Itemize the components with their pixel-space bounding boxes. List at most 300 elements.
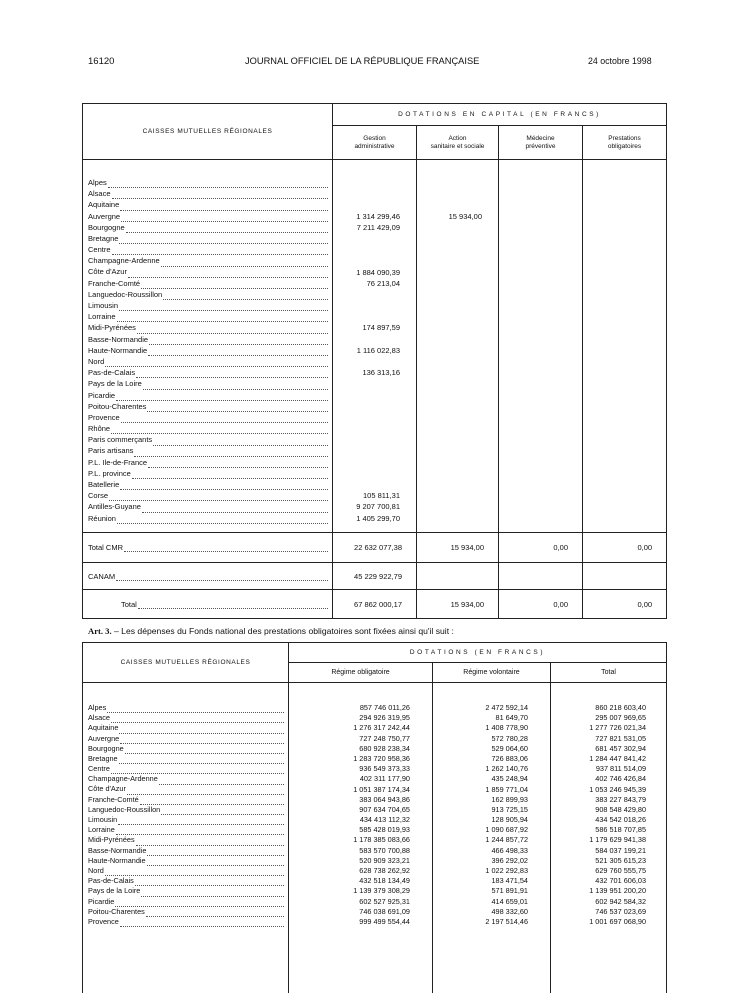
table-cell: 128 905,94	[491, 815, 528, 825]
region-name: Franche-Comté	[88, 794, 139, 804]
table-cell: 1 408 778,90	[485, 723, 528, 733]
region-name: Midi-Pyrénées	[88, 835, 135, 845]
table-cell	[417, 300, 498, 311]
table-row	[83, 805, 288, 815]
dot-leader	[120, 481, 328, 490]
table-row	[83, 267, 332, 278]
region-name: Bourgogne	[88, 743, 124, 753]
table-cell: 726 883,06	[491, 753, 528, 763]
table-cell: 746 537 023,69	[595, 906, 647, 916]
table-cell: 907 634 704,65	[359, 804, 410, 814]
table-row	[83, 457, 332, 468]
table-cell: 1 001 697 068,90	[589, 916, 647, 926]
table-cell: 1 139 379 308,29	[353, 886, 410, 896]
table-cell	[333, 334, 416, 345]
dot-leader	[120, 918, 284, 927]
table-cell: 602 942 584,32	[595, 896, 647, 906]
region-name: Champagne-Ardenne	[88, 774, 158, 784]
table-cell	[417, 367, 498, 378]
table-row	[83, 886, 288, 896]
table1-medecine-values	[499, 160, 583, 533]
table-cell: 727 248 750,77	[359, 733, 410, 743]
table-row	[83, 334, 332, 345]
table-cell	[417, 401, 498, 412]
table-row	[83, 490, 332, 501]
dot-leader	[134, 448, 328, 457]
table-cell: 1 284 447 841,42	[589, 753, 647, 763]
page-header	[0, 56, 731, 72]
region-name: Languedoc-Roussillon	[88, 289, 163, 299]
dot-leader	[146, 908, 284, 917]
dot-leader	[107, 704, 284, 713]
table-cell	[417, 390, 498, 401]
dot-leader	[117, 313, 328, 322]
dot-leader	[161, 806, 284, 815]
table-cell	[333, 457, 416, 468]
table-cell	[417, 423, 498, 434]
table-cell	[417, 188, 498, 199]
table-cell: 521 305 615,23	[595, 855, 647, 865]
col-gestion-header: Gestion administrative	[333, 126, 417, 160]
dot-leader	[136, 369, 328, 378]
table-row	[83, 825, 288, 835]
table-row	[83, 199, 332, 210]
page-number: 16120	[88, 56, 115, 67]
region-name: Nord	[88, 356, 105, 366]
dot-leader	[147, 403, 328, 412]
table-cell: 529 064,60	[491, 743, 528, 753]
region-name: P.L. province	[88, 468, 131, 478]
table-cell: 584 037 199,21	[595, 845, 647, 855]
table-row	[83, 754, 288, 764]
journal-title: JOURNAL OFFICIEL DE LA RÉPUBLIQUE FRANÇAISE	[245, 56, 480, 66]
table1-group-header: DOTATIONS EN CAPITAL (EN FRANCS)	[333, 104, 667, 126]
table-cell	[333, 311, 416, 322]
table-row	[83, 434, 332, 445]
region-name: Alsace	[88, 713, 110, 723]
table-row	[83, 501, 332, 512]
table1-corner-label: CAISSES MUTUELLES RÉGIONALES	[83, 104, 333, 160]
dot-leader	[109, 492, 328, 501]
table-row	[83, 233, 332, 244]
table-cell: 1 405 299,70	[356, 513, 400, 523]
total-cmr-row: Total CMR 22 632 077,38 15 934,00 0,00 0,00	[83, 533, 667, 563]
table-cell: 432 518 134,49	[359, 876, 410, 886]
table-cell: 937 811 514,09	[595, 764, 647, 774]
table-cell	[417, 177, 498, 188]
table-row	[83, 311, 332, 322]
region-name: Centre	[88, 764, 110, 774]
dot-leader	[120, 202, 328, 211]
table-cell	[333, 378, 416, 389]
region-name: Rhône	[88, 424, 111, 434]
table-cell: 383 064 943,86	[359, 794, 410, 804]
table-cell: 1 276 317 242,44	[353, 723, 410, 733]
table-cell: 383 227 843,79	[595, 794, 647, 804]
table-cell: 396 292,02	[491, 855, 528, 865]
table2-volont-values	[433, 683, 551, 993]
table-cell: 1 859 771,04	[485, 784, 528, 794]
table-cell	[417, 278, 498, 289]
table-cell: 1 178 385 083,66	[353, 835, 410, 845]
dot-leader	[163, 291, 328, 300]
table-row	[83, 876, 288, 886]
table-cell	[417, 233, 498, 244]
page-date: 24 octobre 1998	[588, 56, 652, 66]
table-cell: 162 899,93	[491, 794, 528, 804]
table-cell: 727 821 531,05	[595, 733, 647, 743]
table-cell: 1 262 140,76	[485, 764, 528, 774]
table-cell: 1 179 629 941,38	[589, 835, 647, 845]
table-cell: 402 746 426,84	[595, 774, 647, 784]
table-cell: 435 248,94	[491, 774, 528, 784]
table-cell	[333, 244, 416, 255]
region-name: Franche-Comté	[88, 278, 141, 288]
dot-leader	[119, 235, 328, 244]
dot-leader	[121, 213, 328, 222]
dot-leader	[141, 280, 328, 289]
table-cell: 136 313,16	[362, 368, 400, 378]
dot-leader	[119, 755, 284, 764]
region-name: Bourgogne	[88, 222, 125, 232]
dot-leader	[132, 470, 328, 479]
dot-leader	[105, 358, 328, 367]
region-name: Picardie	[88, 390, 116, 400]
table-row	[83, 222, 332, 233]
table-cell: 1 244 857,72	[485, 835, 528, 845]
table-row	[83, 446, 332, 457]
col-oblig-header: Régime obligatoire	[289, 663, 433, 683]
table2-oblig-values	[289, 683, 433, 993]
table-cell: 602 527 925,31	[359, 896, 410, 906]
table-cell	[333, 199, 416, 210]
table-cell: 1 116 022,83	[356, 345, 400, 355]
table-cell: 76 213,04	[366, 278, 400, 288]
region-name: Midi-Pyrénées	[88, 323, 136, 333]
dot-leader	[112, 246, 328, 255]
article-text: – Les dépenses du Fonds national des prestations obligatoires sont fixées ainsi qu'il suit :	[111, 626, 454, 636]
table-cell: 434 413 112,32	[359, 815, 410, 825]
table-cell: 432 701 606,03	[595, 876, 647, 886]
table-cell: 583 570 700,88	[359, 845, 410, 855]
table-row	[83, 713, 288, 723]
dot-leader	[142, 504, 328, 513]
region-name: Aquitaine	[88, 200, 120, 210]
table-cell	[417, 267, 498, 278]
dot-leader	[148, 347, 328, 356]
table-cell: 936 549 373,33	[359, 764, 410, 774]
canam-row: CANAM 45 229 922,79	[83, 563, 667, 590]
table1-action-values	[417, 160, 499, 533]
table-row	[83, 378, 332, 389]
table-row	[83, 723, 288, 733]
region-name: Lorraine	[88, 825, 115, 835]
dot-leader	[125, 745, 284, 754]
table-cell: 174 897,59	[362, 323, 400, 333]
table-cell	[333, 401, 416, 412]
table-cell	[417, 199, 498, 210]
table-cell	[417, 501, 498, 512]
table-cell: 571 891,91	[491, 886, 528, 896]
table-row	[83, 188, 332, 199]
dot-leader	[143, 381, 328, 390]
dot-leader	[119, 302, 328, 311]
table-row	[83, 278, 332, 289]
table-row	[83, 856, 288, 866]
table-cell	[417, 479, 498, 490]
table-row	[83, 468, 332, 479]
region-name: Alpes	[88, 703, 107, 712]
table-cell: 680 928 238,34	[359, 743, 410, 753]
dot-leader	[121, 414, 328, 423]
table-row	[83, 846, 288, 856]
region-name: Alsace	[88, 189, 111, 199]
table2-corner-label: CAISSES MUTUELLES RÉGIONALES	[83, 643, 289, 683]
table1-gestion-values	[333, 160, 417, 533]
dot-leader	[111, 425, 328, 434]
region-name: Haute-Normandie	[88, 345, 148, 355]
dot-leader	[118, 816, 284, 825]
table-cell: 105 811,31	[363, 491, 400, 501]
table-cell: 629 760 555,75	[595, 866, 647, 875]
region-name: Corse	[88, 491, 109, 501]
table-row	[83, 300, 332, 311]
table-cell	[333, 289, 416, 300]
table-cell	[417, 322, 498, 333]
dot-leader	[147, 857, 284, 866]
dot-leader	[112, 190, 328, 199]
table-cell: 402 311 177,90	[359, 774, 410, 784]
table-cell: 434 542 018,26	[595, 815, 647, 825]
dot-leader	[116, 392, 328, 401]
table-cell: 295 007 969,65	[595, 713, 647, 723]
table-row	[83, 211, 332, 222]
table-cell: 908 548 429,80	[595, 804, 647, 814]
table-cell: 572 780,28	[491, 733, 528, 743]
table-cell	[417, 378, 498, 389]
table-cell: 1 283 720 958,36	[353, 753, 410, 763]
table-row	[83, 356, 332, 367]
table-cell: 860 218 603,40	[595, 703, 647, 712]
table-cell: 1 051 387 174,34	[353, 784, 410, 794]
table-row	[83, 479, 332, 490]
table-cell	[417, 289, 498, 300]
region-name: Paris commerçants	[88, 435, 153, 445]
col-medecine-header: Médecine préventive	[499, 126, 583, 160]
table-cell	[333, 188, 416, 199]
table-cell: 1 277 726 021,34	[589, 723, 647, 733]
table-cell	[417, 222, 498, 233]
dot-leader	[161, 258, 328, 267]
dot-leader	[117, 515, 328, 524]
table-row	[83, 255, 332, 266]
table-row	[83, 835, 288, 845]
table-row	[83, 412, 332, 423]
table-row	[83, 177, 332, 188]
region-name: Provence	[88, 412, 120, 422]
region-name: Provence	[88, 916, 119, 926]
dot-leader	[149, 336, 328, 345]
table-row	[83, 401, 332, 412]
table-row	[83, 244, 332, 255]
region-name: Centre	[88, 245, 111, 255]
dot-leader	[141, 888, 284, 897]
region-name: Réunion	[88, 513, 116, 523]
dot-leader	[128, 269, 328, 278]
col-action-header: Action sanitaire et sociale	[417, 126, 499, 160]
table-row	[83, 866, 288, 876]
dot-leader	[159, 776, 284, 785]
table-cell	[333, 390, 416, 401]
table-cell	[417, 311, 498, 322]
region-name: Champagne-Ardenne	[88, 256, 160, 266]
region-name: Poitou-Charentes	[88, 906, 145, 916]
table-cell: 7 211 429,09	[356, 222, 400, 232]
dot-leader	[116, 826, 284, 835]
region-name: Picardie	[88, 896, 115, 906]
region-name: Pays de la Loire	[88, 379, 142, 389]
col-prestations-header: Prestations obligatoires	[583, 126, 667, 160]
table-cell: 586 518 707,85	[595, 825, 647, 835]
region-name: Aquitaine	[88, 723, 119, 733]
table-cell: 498 332,60	[491, 906, 528, 916]
table1-region-names	[83, 160, 333, 533]
table-cell	[417, 244, 498, 255]
table-cell: 294 926 319,95	[359, 713, 410, 723]
table-row	[83, 907, 288, 917]
table-row	[83, 815, 288, 825]
dot-leader	[127, 786, 284, 795]
table-cell: 857 746 011,26	[359, 703, 410, 712]
table-row	[83, 390, 332, 401]
region-name: Haute-Normandie	[88, 855, 146, 865]
table-row	[83, 774, 288, 784]
table-row	[83, 289, 332, 300]
table-row	[83, 917, 288, 927]
dot-leader	[111, 765, 284, 774]
table-cell: 183 471,54	[491, 876, 528, 886]
dot-leader	[108, 179, 328, 188]
region-name: Côte d'Azur	[88, 784, 126, 794]
region-name: Côte d'Azur	[88, 267, 127, 277]
region-name: Bretagne	[88, 233, 119, 243]
table-cell: 585 428 019,93	[359, 825, 410, 835]
table-cell: 2 472 592,14	[485, 703, 528, 712]
table-cell: 1 053 246 945,39	[589, 784, 647, 794]
table-cell	[333, 446, 416, 457]
table-row	[83, 513, 332, 524]
dot-leader	[120, 735, 284, 744]
region-name: Auvergne	[88, 211, 121, 221]
region-name: Poitou-Charentes	[88, 401, 147, 411]
region-name: Basse-Normandie	[88, 334, 149, 344]
region-name: Pas-de-Calais	[88, 876, 134, 886]
table-cell: 520 909 323,21	[359, 855, 410, 865]
table2-group-header: DOTATIONS (EN FRANCS)	[289, 643, 667, 663]
table-cell	[333, 434, 416, 445]
article-3-paragraph	[88, 626, 454, 636]
table-cell	[417, 468, 498, 479]
region-name: Auvergne	[88, 733, 120, 743]
table-cell: 1 139 951 200,20	[589, 886, 647, 896]
table-row	[83, 785, 288, 795]
dot-leader	[119, 725, 284, 734]
table-row	[83, 345, 332, 356]
dot-leader	[140, 796, 284, 805]
region-name: Basse-Normandie	[88, 845, 147, 855]
dot-leader	[136, 837, 284, 846]
table-row	[83, 703, 288, 713]
dot-leader	[153, 437, 328, 446]
table-cell: 81 649,70	[495, 713, 528, 723]
dot-leader	[105, 867, 284, 876]
table-cell	[333, 423, 416, 434]
table-cell	[333, 177, 416, 188]
table-cell	[333, 255, 416, 266]
table2-total-values	[551, 683, 667, 993]
prestations-obligatoires-table	[82, 642, 667, 993]
table-cell: 2 197 514,46	[485, 916, 528, 926]
table2-region-names	[83, 683, 289, 993]
dot-leader	[115, 898, 284, 907]
region-name: Paris artisans	[88, 446, 134, 456]
region-name: Nord	[88, 866, 104, 875]
dot-leader	[147, 847, 284, 856]
table-cell	[417, 334, 498, 345]
table-row	[83, 367, 332, 378]
table-cell	[417, 446, 498, 457]
table-cell	[417, 345, 498, 356]
table-cell	[333, 300, 416, 311]
table-cell	[417, 490, 498, 501]
table-cell	[417, 513, 498, 524]
table-row	[83, 897, 288, 907]
region-name: Languedoc-Roussillon	[88, 804, 161, 814]
table-cell: 628 738 262,92	[359, 866, 410, 875]
table-cell: 746 038 691,09	[359, 906, 410, 916]
region-name: Limousin	[88, 815, 118, 825]
table-row	[83, 795, 288, 805]
table-cell: 1 022 292,83	[485, 866, 528, 875]
table-cell: 681 457 302,94	[595, 743, 647, 753]
table-cell	[417, 434, 498, 445]
table-cell: 1 884 090,39	[356, 267, 400, 277]
table-cell	[417, 457, 498, 468]
region-name: Pas-de-Calais	[88, 368, 136, 378]
table-cell: 9 207 700,81	[356, 502, 400, 512]
region-name: Alpes	[88, 177, 107, 187]
table-cell	[417, 356, 498, 367]
capital-allocations-table	[82, 103, 667, 619]
total-row: Total 67 862 000,17 15 934,00 0,00 0,00	[83, 590, 667, 619]
dot-leader	[148, 459, 328, 468]
table-cell: 1 090 687,92	[485, 825, 528, 835]
table-cell	[417, 255, 498, 266]
table-row	[83, 322, 332, 333]
region-name: Lorraine	[88, 312, 116, 322]
table-cell	[417, 412, 498, 423]
table-cell	[333, 412, 416, 423]
table-cell	[333, 479, 416, 490]
table-cell: 414 659,01	[491, 896, 528, 906]
table-cell: 999 499 554,44	[359, 916, 410, 926]
table-cell	[333, 233, 416, 244]
table-row	[83, 764, 288, 774]
table-cell	[333, 468, 416, 479]
article-number: Art. 3.	[88, 626, 112, 636]
table-row	[83, 423, 332, 434]
region-name: Bretagne	[88, 753, 118, 763]
